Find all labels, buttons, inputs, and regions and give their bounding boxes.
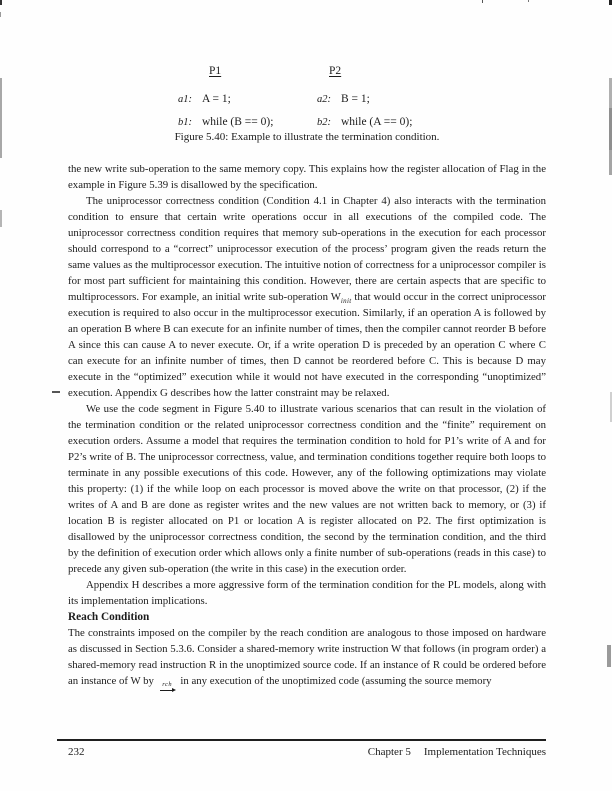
figure-column-p1 [178,60,273,134]
scan-artifact [0,0,2,5]
page-footer [68,746,546,758]
figure-caption: Figure 5.40: Example to illustrate the termination condition. [174,131,440,143]
statement-label: a2: [317,94,331,105]
statement-code: while (B == 0); [202,116,274,128]
code-row [178,88,273,111]
figure-column-p2 [317,60,412,134]
statement-label: a1: [178,94,192,105]
statement-code: B = 1; [341,93,370,105]
body-text [68,161,546,693]
scan-artifact [607,645,611,667]
statement-code: while (A == 0); [341,116,413,128]
running-header [368,746,546,758]
scan-artifact [528,0,529,2]
scan-artifact [0,78,2,158]
page-number: 232 [68,746,85,758]
chapter-title: Implementation Techniques [423,746,546,758]
statement-label: b2: [317,117,331,128]
code-row [317,88,412,111]
statement-label: b1: [178,117,192,128]
processor-header-p2: P2 [329,65,342,77]
paragraph: We use the code segment in Figure 5.40 to illustrate various scenarios that can result in the violation of the termination condition or the related uniprocessor correctness condition and the “finite” requirement on execution orders. Assume a model that requires the termination condition to hold for P1’s write of A and for P2’s write of B. The uniprocessor correctness, value, and termination conditions together require both loops to terminate in any possible executions of this code. However, any of the following optimizations may violate this property: (1) if the while loop on each processor is moved above the write on that processor, (2) if the writes of A and B are done as register writes and the new values are not written back to memory, or (3) if location B is register allocated on P1 or location A is register allocated on P2. The first optimization is disallowed by the uniprocessor correctness condition, the second by the termination condition, and the third by the definition of execution order which allows only a finite number of sub-operations (reads in this case) to precede any given sub-operation (the write in this case) in the execution order. [68,403,546,575]
statement-code: A = 1; [202,93,231,105]
paragraph: the new write sub-operation to the same memory copy. This explains how the register allocation of Flag in the example in Figure 5.39 is disallowed by the specification. [68,163,546,191]
margin-dash-mark [52,391,60,393]
chapter-label: Chapter 5 [367,746,411,758]
scan-artifact [0,210,2,227]
section-heading: Reach Condition [68,611,150,623]
rch-arrow-symbol: rch [160,682,175,693]
paragraph: The uniprocessor correctness condition (Condition 4.1 in Chapter 4) also interacts with the termination condition to ensure that certain write operations occur in all executions of the compiled code. The uniprocessor correctness condition requires that memory sub-operations in the execution for each processor should correspond to a “correct” uniprocessor execution of the process’ program given the reads return the same values as the multiprocessor execution. The intuitive notion of correctness for a uniprocessor compiler is for most part sufficient for maintaining this condition. However, there are certain aspects that are specific to multiprocessors. For example, an initial write sub-operation $W_{init}$ that would occur in the correct uniprocessor execution is required to also occur in the multiprocessor execution. Similarly, if an operation A is followed by an operation B where B can execute for an infinite number of times, then the compiler cannot reorder B before A since this can cause A to never execute. Or, if a write operation D is preceded by an operation C where C can execute for an infinite number of times, then D cannot be reordered before C. This is because D may execute in the “optimized” execution while it would not have executed in the corresponding “unoptimized” execution. Appendix G describes how the latter constraint may be relaxed. [68,195,546,399]
paragraph: The constraints imposed on the compiler by the reach condition are analogous to those imposed on hardware as discussed in Section 5.3.6. Consider a shared-memory write instruction W that follows (in program order) a shared-memory read instruction R in the unoptimized source code. If an instance of R could be ordered before an instance of W by rch in any execution of the unoptimized code (assuming the source memory [68,625,546,693]
paragraph: Appendix H describes a more aggressive form of the termination condition for the PL models, along with its implementation implications. [68,579,546,607]
processor-header-p1: P1 [209,65,222,77]
footer-rule [57,739,546,741]
scan-artifact [0,12,1,17]
scan-artifact [482,0,483,3]
